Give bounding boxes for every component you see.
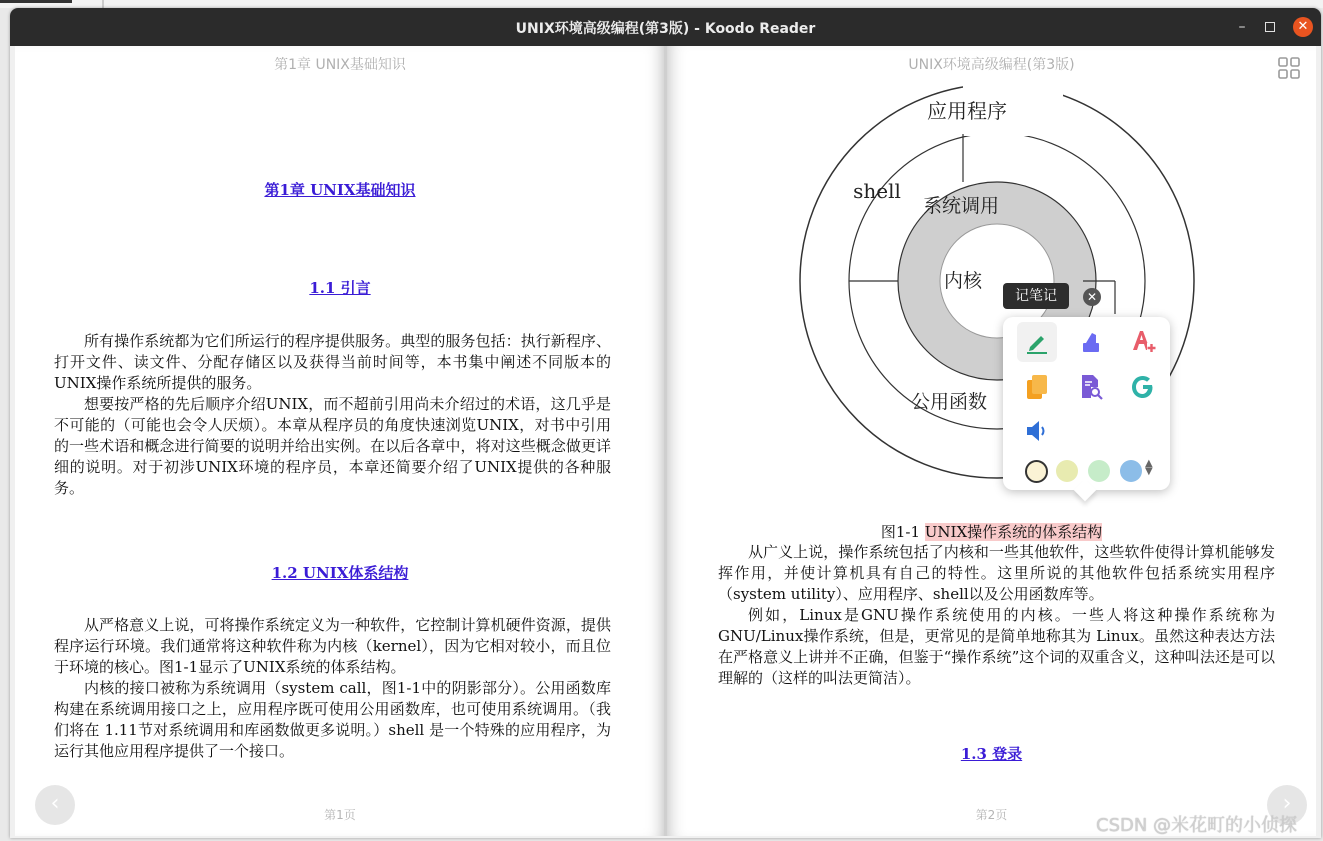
minimize-button[interactable]: – (1238, 19, 1246, 35)
google-tool-button[interactable] (1123, 367, 1163, 407)
diagram-label-kernel: 内核 (943, 270, 983, 292)
color-toggle-icon[interactable]: ▲ ▼ (1145, 458, 1153, 477)
diagram-label-libs: 公用函数 (910, 391, 988, 413)
note-tool-button[interactable] (1017, 322, 1057, 362)
copy-icon (1024, 373, 1050, 401)
section-1-2-link[interactable]: 1.2 UNIX体系结构 (271, 564, 409, 582)
section-1-3-link[interactable]: 1.3 登录 (960, 745, 1023, 763)
translate-tool-button[interactable] (1123, 322, 1163, 362)
speaker-icon (1024, 418, 1050, 444)
intro-paragraph-2: 想要按严格的先后顺序介绍UNIX，而不超前引用尚未介绍过的术语，这几乎是不可能的（可能也会令人厌烦）。本章从程序员的角度快速浏览UNIX，对书中引用的一些术语和概念进行简要的说明并给出实例。在以后各章中，将对这些概念做更详细的说明。对于初涉UNIX环境的程序员，本章还简要介绍了UNIX提供的各种服务。 (54, 395, 611, 497)
color-swatch-1[interactable] (1025, 460, 1048, 483)
grid-layout-icon[interactable] (1278, 57, 1300, 79)
previous-page-button[interactable] (35, 785, 75, 825)
highlighter-icon (1078, 329, 1104, 355)
diagram-label-syscalls: 系统调用 (922, 195, 1000, 217)
arch-paragraph-2: 内核的接口被称为系统调用（system call，图1-1中的阴影部分）。公用函数库构建在系统调用接口之上，应用程序既可使用公用函数库，也可使用系统调用。（我们将在 1.11节对系统调用和库函数做更多说明。）shell 是一个特殊的应用程序，为运行其他应用程序提供了一个接口。 (54, 679, 611, 760)
translate-icon (1129, 328, 1157, 356)
right-page (667, 46, 1316, 836)
search-document-icon (1078, 373, 1104, 401)
right-paragraph-2: 例如，Linux是GNU操作系统使用的内核。一些人将这种操作系统称为GNU/Linux操作系统，但是，更常见的是简单地称其为 Linux。虽然这种表达方法在严格意义上讲并不正确，但鉴于“操作系统”这个词的双重含义，这种叫法还是可以理解的（这样的叫法更简洁）。 (718, 606, 1275, 687)
intro-paragraph-1: 所有操作系统都为它们所运行的程序提供服务。典型的服务包括：执行新程序、打开文件、读文件、分配存储区以及获得当前时间等，本书集中阐述不同版本的UNIX操作系统所提供的服务。 (54, 332, 611, 392)
arch-paragraph-1: 从严格意义上说，可将操作系统定义为一种软件，它控制计算机硬件资源，提供程序运行环境。我们通常将这种软件称为内核（kernel），因为它相对较小，而且位于环境的核心。图1-1显示了UNIX系统的体系结构。 (54, 616, 611, 676)
csdn-watermark: CSDN @米花町的小侦探 (1096, 815, 1298, 836)
chevron-left-icon: ‹ (50, 791, 60, 816)
right-body-text (718, 542, 1275, 689)
right-paragraph-1: 从广义上说，操作系统包括了内核和一些其他软件，这些软件使得计算机能够发挥作用，并使计算机具有自己的特性。这里所说的其他软件包括系统实用程序（system utility）、应用程序、shell以及公用函数库等。 (718, 543, 1275, 603)
left-running-header: 第1章 UNIX基础知识 (274, 57, 406, 73)
caption-highlighted-text[interactable]: UNIX操作系统的体系结构 (924, 523, 1103, 541)
diagram-label-shell: shell (853, 179, 901, 203)
color-swatch-4[interactable] (1120, 460, 1142, 482)
intro-text (54, 331, 611, 499)
tooltip-close-button[interactable] (1083, 288, 1101, 306)
desktop-indicator (0, 0, 72, 3)
desktop-divider (102, 0, 104, 8)
right-page-number: 第2页 (975, 808, 1008, 822)
search-tool-button[interactable] (1071, 367, 1111, 407)
left-page-number: 第1页 (324, 808, 356, 822)
caption-prefix: 图1-1 (880, 523, 920, 541)
architecture-text (54, 615, 611, 762)
take-note-tooltip: 记笔记 (1003, 283, 1069, 309)
title-bar[interactable] (10, 8, 1321, 46)
chevron-right-icon: › (1282, 791, 1292, 816)
google-icon (1129, 373, 1157, 401)
speak-tool-button[interactable] (1017, 411, 1057, 451)
close-icon: ✕ (1086, 290, 1098, 304)
maximize-icon (1265, 22, 1275, 32)
copy-tool-button[interactable] (1017, 367, 1057, 407)
selection-popover (1003, 317, 1170, 490)
right-running-header: UNIX环境高级编程(第3版) (908, 57, 1075, 73)
figure-caption (667, 521, 1316, 542)
left-page (15, 46, 665, 836)
chapter-title-link[interactable]: 第1章 UNIX基础知识 (264, 181, 416, 199)
section-1-1-link[interactable]: 1.1 引言 (309, 279, 371, 297)
color-swatch-3[interactable] (1088, 460, 1110, 482)
window-title: UNIX环境高级编程(第3版) - Koodo Reader (515, 21, 816, 37)
highlight-tool-button[interactable] (1071, 322, 1111, 362)
close-window-button[interactable]: ✕ (1293, 17, 1313, 37)
pen-icon (1024, 329, 1050, 355)
color-swatch-2[interactable] (1056, 460, 1078, 482)
maximize-button[interactable] (1260, 17, 1280, 37)
diagram-label-apps: 应用程序 (927, 99, 1007, 123)
desktop-top-strip (0, 0, 1323, 8)
